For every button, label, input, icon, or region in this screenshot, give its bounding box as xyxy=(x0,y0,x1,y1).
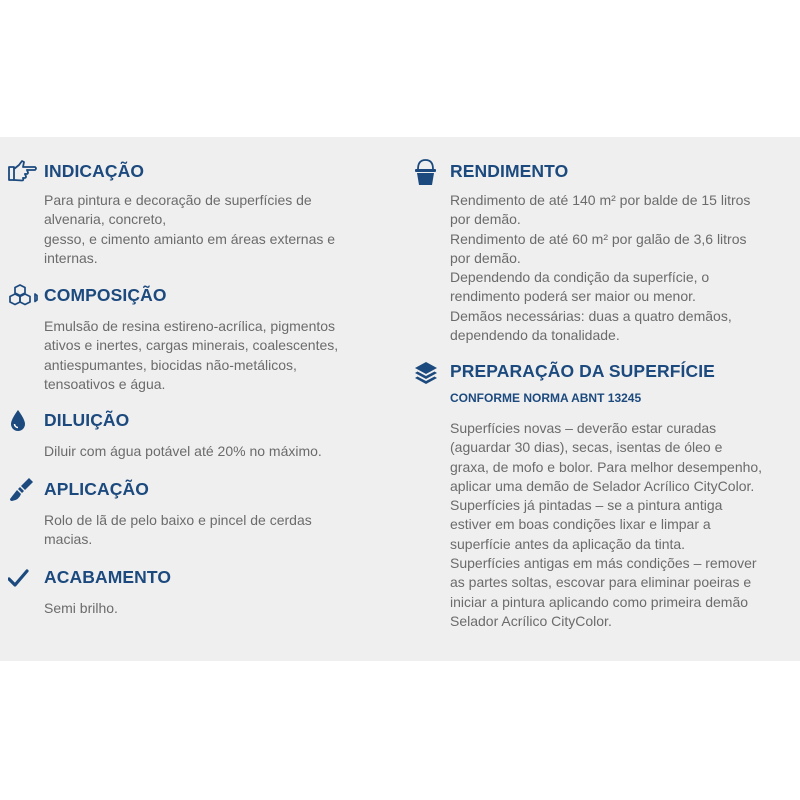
text-line: antiespumantes, biocidas não-metálicos, xyxy=(44,356,297,373)
section-preparacao xyxy=(414,359,762,631)
text-line: alvenaria, concreto, xyxy=(44,211,167,228)
section-acabamento xyxy=(8,565,172,618)
text-line: Rendimento de até 60 m² por galão de 3,6 litros xyxy=(450,230,747,247)
text-line: aplicar uma demão de Selador Acrílico CityColor. xyxy=(450,477,755,494)
text-line: graxa, de mofo e bolor. Para melhor desempenho, xyxy=(450,458,763,475)
text-line: rendimento poderá ser maior ou menor. xyxy=(450,288,696,305)
section-subtitle: CONFORME NORMA ABNT 13245 xyxy=(450,391,642,405)
text-line: Dependendo da condição da superfície, o xyxy=(450,269,710,286)
checkmark-icon xyxy=(8,565,38,593)
text-line: estiver em boas condições lixar e limpar a xyxy=(450,516,711,533)
drop-icon xyxy=(8,408,38,436)
text-line: ativos e inertes, cargas minerais, coalescentes, xyxy=(44,337,339,354)
molecule-icon xyxy=(8,283,38,311)
section-title: DILUIÇÃO xyxy=(44,410,130,430)
text-line: Emulsão de resina estireno-acrílica, pigmentos xyxy=(44,318,336,334)
section-title: COMPOSIÇÃO xyxy=(44,285,167,305)
section-title: ACABAMENTO xyxy=(44,567,172,587)
text-line: Diluir com água potável até 20% no máximo. xyxy=(44,443,322,459)
text-line: dependendo da tonalidade. xyxy=(450,327,620,344)
text-line: Semi brilho. xyxy=(44,600,118,616)
text-line: internas. xyxy=(44,249,98,266)
layers-icon xyxy=(414,359,444,387)
text-line: Rolo de lã de pelo baixo e pincel de cerdas xyxy=(44,512,312,528)
text-line: macias. xyxy=(44,531,93,548)
section-title: APLICAÇÃO xyxy=(44,479,149,499)
bucket-icon xyxy=(414,159,444,187)
paintbrush-icon xyxy=(8,477,38,505)
product-info-panel xyxy=(0,137,800,661)
section-rendimento xyxy=(414,159,750,345)
text-line: Rendimento de até 140 m² por balde de 15 litros xyxy=(450,192,751,208)
section-indicacao xyxy=(8,159,335,268)
section-composicao xyxy=(8,283,338,394)
text-line: tensoativos e água. xyxy=(44,375,166,392)
text-line: (aguardar 30 dias), secas, isentas de óleo e xyxy=(450,439,723,456)
text-line: as partes soltas, escovar para eliminar poeiras e xyxy=(450,574,752,591)
pointing-hand-icon xyxy=(8,159,38,187)
text-line: Superfícies antigas em más condições – remover xyxy=(450,555,757,572)
section-diluicao xyxy=(8,408,322,461)
section-aplicacao xyxy=(8,477,312,550)
text-line: por demão. xyxy=(450,249,521,266)
text-line: Demãos necessárias: duas a quatro demãos, xyxy=(450,307,732,324)
section-title: PREPARAÇÃO DA SUPERFÍCIE xyxy=(450,361,715,381)
text-line: gesso, e cimento amianto em áreas externas e xyxy=(44,230,336,247)
text-line: Superfícies novas – deverão estar curadas xyxy=(450,420,717,436)
text-line: Selador Acrílico CityColor. xyxy=(450,612,612,629)
text-line: iniciar a pintura aplicando como primeira demão xyxy=(450,593,749,610)
text-line: por demão. xyxy=(450,211,521,228)
section-title: RENDIMENTO xyxy=(450,161,569,181)
text-line: Para pintura e decoração de superfícies de xyxy=(44,192,312,208)
text-line: Superfícies já pintadas – se a pintura antiga xyxy=(450,497,723,514)
text-line: superfície antes da aplicação da tinta. xyxy=(450,535,686,552)
section-title: INDICAÇÃO xyxy=(44,161,145,181)
